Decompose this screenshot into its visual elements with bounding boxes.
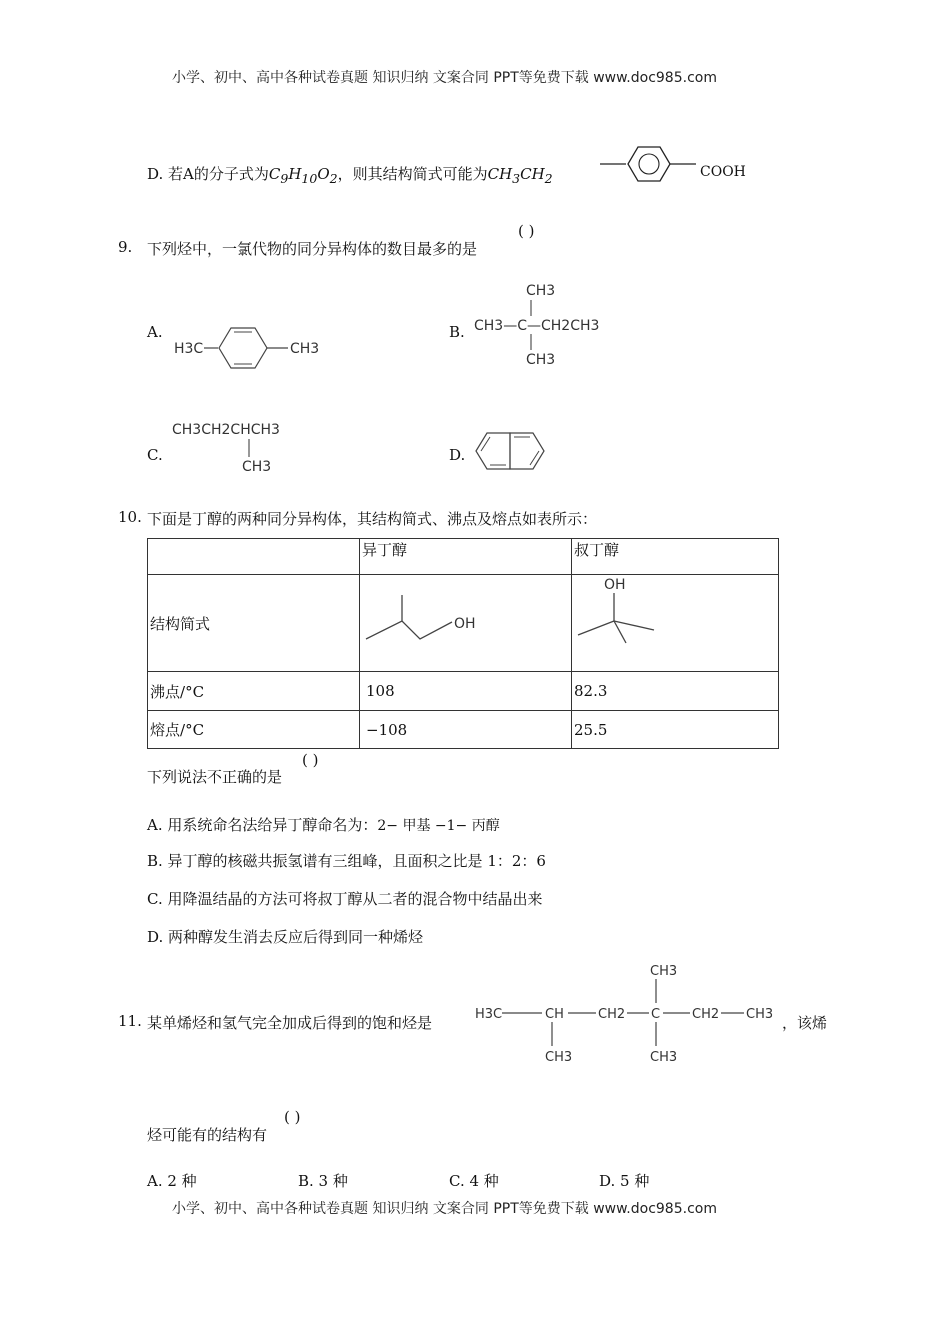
table-row-structure xyxy=(148,575,779,672)
q11-ch3-end: CH3 xyxy=(746,1007,774,1022)
table-cell-mp-tertbutanol: 25.5 xyxy=(572,711,779,749)
q11-option-c: C. 4 种 xyxy=(449,1172,499,1190)
q11-ch3-bottom-right: CH3 xyxy=(650,1050,678,1065)
q11-text: 某单烯烃和氢气完全加成后得到的饱和烃是 xyxy=(147,1014,433,1032)
isobutanol-skeletal-structure xyxy=(362,591,492,651)
table-row-mp-label xyxy=(148,711,360,749)
table-cell-bp-tertbutanol: 82.3 xyxy=(572,672,779,711)
q11-h3c: H3C xyxy=(475,1007,503,1022)
q11-number: 11. xyxy=(118,1012,142,1030)
q11-option-b: B. 3 种 xyxy=(298,1172,348,1190)
q10-number: 10. xyxy=(118,508,142,526)
q9b-top: CH3 xyxy=(526,283,556,299)
q10a-name: 2− 甲基 −1− 丙醇 xyxy=(377,818,500,834)
isobutanol-oh: OH xyxy=(454,616,476,632)
q9a-ch3: CH3 xyxy=(290,341,320,357)
q9-option-a-label: A. xyxy=(147,323,163,341)
q9c-sub: CH3 xyxy=(242,459,272,475)
q9b-bottom: CH3 xyxy=(526,352,556,368)
table-cell-bp-isobutanol: 108 xyxy=(360,672,572,711)
table-cell-empty xyxy=(148,539,360,575)
mp-unit: /°C xyxy=(180,721,205,739)
tertbutanol-oh: OH xyxy=(604,577,626,593)
q9-text: 下列烃中，一氯代物的同分异构体的数目最多的是 xyxy=(147,240,478,258)
page-footer: 小学、初中、高中各种试卷真题 知识归纳 文案合同 PPT等免费下载 www.doc985.com xyxy=(172,1201,717,1217)
table-cell-isobutanol-structure xyxy=(360,575,572,672)
q8d-struct-prefix: $CH_3CH_2$ xyxy=(487,165,553,186)
table-row-bp-label xyxy=(148,672,360,711)
q8d-formula: $C_9H_{10}O_2$ xyxy=(268,165,338,186)
table-header-row xyxy=(148,539,779,575)
tertbutanol-skeletal-structure xyxy=(574,575,704,667)
q11-ch3-bottom-left: CH3 xyxy=(545,1050,573,1065)
q9a-h3c: H3C xyxy=(174,341,204,357)
q11-ch3-top: CH3 xyxy=(650,964,678,979)
q8d-benzene-ring xyxy=(598,138,698,190)
q9-option-c-label: C. xyxy=(147,446,163,464)
q10-option-c: C. 用降温结晶的方法可将叔丁醇从二者的混合物中结晶出来 xyxy=(147,890,543,908)
q9-option-d-label: D. xyxy=(449,446,466,464)
q11-ch: CH xyxy=(545,1007,564,1022)
q11-text-suffix: ，该烯 xyxy=(782,1014,828,1032)
mp-label-text: 熔点 xyxy=(150,721,181,739)
q9-option-b-structure xyxy=(470,280,630,372)
q8d-prefix: D. 若A的分子式为 xyxy=(147,165,269,183)
table-cell-mp-isobutanol: −108 xyxy=(360,711,572,749)
q9-option-a-structure xyxy=(170,320,330,372)
table-row-structure-label: 结构简式 xyxy=(148,575,360,672)
q11-option-a: A. 2 种 xyxy=(147,1172,197,1190)
q9-number: 9. xyxy=(118,238,133,256)
table-row-melting-point xyxy=(148,711,779,749)
q9-option-b-label: B. xyxy=(449,323,465,341)
q9b-main: CH3—C—CH2CH3 xyxy=(474,318,600,334)
q10-option-b: B. 异丁醇的核磁共振氢谱有三组峰，且面积之比是 1：2：6 xyxy=(147,852,546,870)
q11-option-d: D. 5 种 xyxy=(599,1172,650,1190)
q10a-text: A. 用系统命名法给异丁醇命名为： xyxy=(147,816,378,834)
q10-option-a xyxy=(147,814,500,835)
q11-c: C xyxy=(651,1007,661,1022)
q11-ch2a: CH2 xyxy=(598,1007,626,1022)
table-row-boiling-point xyxy=(148,672,779,711)
q8d-middle: ，则其结构简式可能为 xyxy=(337,165,488,183)
q8-option-d xyxy=(147,163,553,186)
bp-unit: /°C xyxy=(180,682,205,701)
q8d-struct-suffix: COOH xyxy=(700,164,746,180)
q11-ch2b: CH2 xyxy=(692,1007,720,1022)
table-col-tertbutanol: 叔丁醇 xyxy=(572,539,779,575)
bp-label-text: 沸点 xyxy=(150,682,181,701)
q10-question: 下列说法不正确的是 xyxy=(147,768,283,786)
q10-text: 下面是丁醇的两种同分异构体，其结构简式、沸点及熔点如表所示： xyxy=(147,510,598,528)
q9-answer-paren: ( ) xyxy=(518,222,535,240)
q10-option-d: D. 两种醇发生消去反应后得到同一种烯烃 xyxy=(147,928,424,946)
q9c-main: CH3CH2CHCH3 xyxy=(172,422,280,438)
table-cell-tertbutanol-structure xyxy=(572,575,779,672)
q10-answer-paren: ( ) xyxy=(302,751,319,769)
page-header: 小学、初中、高中各种试卷真题 知识归纳 文案合同 PPT等免费下载 www.doc985.com xyxy=(172,70,717,86)
q11-hydrocarbon-structure xyxy=(472,958,782,1068)
q11-text-continued: 烃可能有的结构有 xyxy=(147,1126,268,1144)
table-col-isobutanol: 异丁醇 xyxy=(360,539,572,575)
q9-option-d-naphthalene xyxy=(472,428,556,474)
q9-option-c-structure xyxy=(170,415,340,477)
q10-table xyxy=(147,538,779,749)
q11-answer-paren: ( ) xyxy=(284,1108,301,1126)
